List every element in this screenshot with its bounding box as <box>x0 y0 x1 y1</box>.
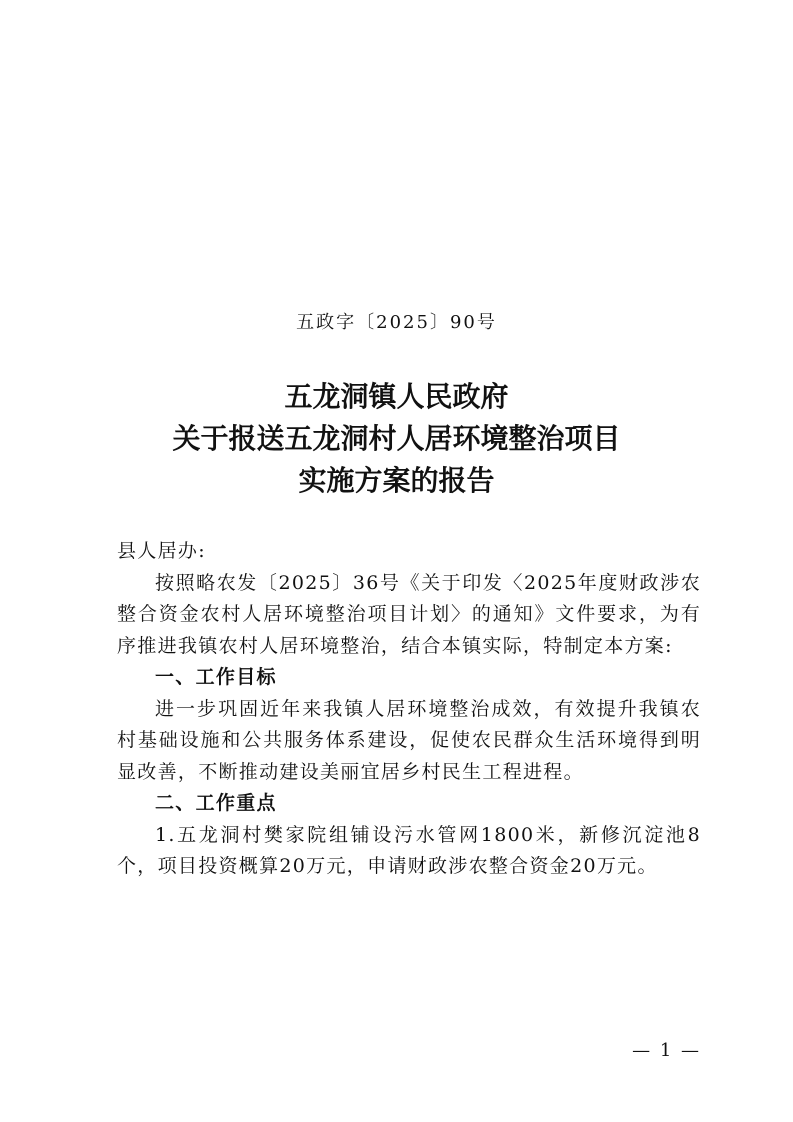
section-heading-goals: 一、工作目标 <box>155 666 277 688</box>
focus-item-1: 1.五龙洞村樊家院组铺设污水管网1800米，新修沉淀池8个，项目投资概算20万元，申请财政涉农整合资金20万元。 <box>117 823 701 877</box>
document-title <box>0 376 793 502</box>
section-heading-focus: 二、工作重点 <box>155 792 277 814</box>
title-line-1: 五龙洞镇人民政府 <box>284 380 509 413</box>
document-number: 五政字〔2025〕90号 <box>296 312 497 333</box>
page-number: — 1 — <box>632 1040 701 1061</box>
recipient-line: 县人居办: <box>117 540 206 562</box>
title-line-3: 实施方案的报告 <box>298 464 495 497</box>
intro-paragraph: 按照略农发〔2025〕36号《关于印发〈2025年度财政涉农整合资金农村人居环境整治项目计划〉的通知》文件要求，为有序推进我镇农村人居环境整治，结合本镇实际，特制定本方案: <box>117 571 701 657</box>
goals-paragraph: 进一步巩固近年来我镇人居环境整治成效，有效提升我镇农村基础设施和公共服务体系建设，促使农民群众生活环境得到明显改善，不断推动建设美丽宜居乡村民生工程进程。 <box>117 697 701 783</box>
title-line-2: 关于报送五龙洞村人居环境整治项目 <box>172 422 621 455</box>
document-body <box>117 536 701 883</box>
